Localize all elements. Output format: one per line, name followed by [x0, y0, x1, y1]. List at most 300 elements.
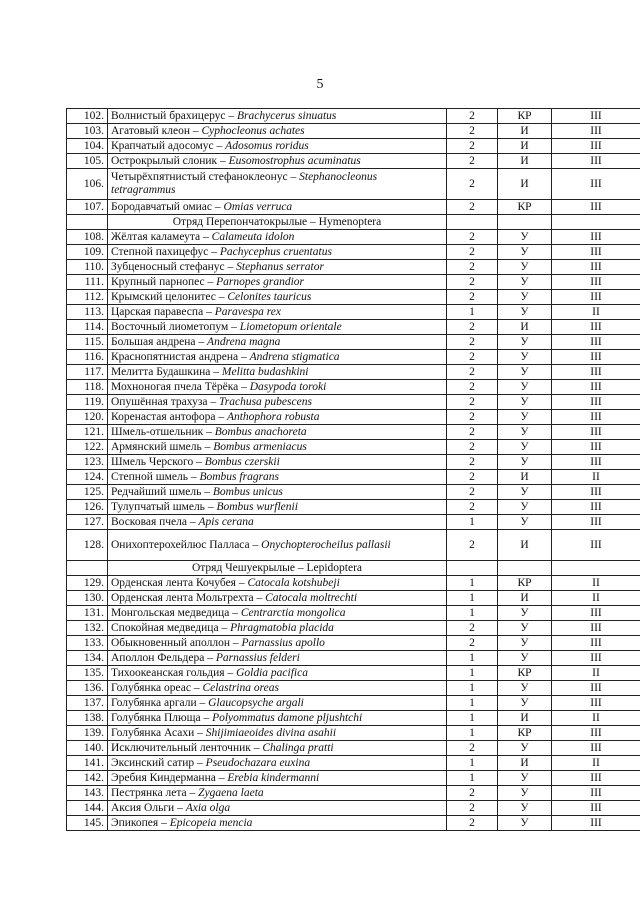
priority-cell: III: [552, 786, 640, 801]
species-russian-name: Эксинский сатир: [111, 756, 195, 769]
status-cell: КР: [498, 666, 552, 681]
priority-cell: III: [552, 290, 640, 305]
name-separator: –: [208, 245, 220, 258]
order-header: Отряд Перепончатокрылые – Hymenoptera: [108, 215, 447, 230]
status-cell: И: [498, 591, 552, 606]
species-name-cell: [108, 786, 447, 801]
row-number: 111.: [67, 275, 108, 290]
table-row: [67, 230, 640, 245]
status-cell: У: [498, 365, 552, 380]
species-latin-name: Bombus unicus: [212, 485, 283, 498]
species-latin-name: Eusomostrophus acuminatus: [228, 154, 361, 167]
species-name-cell: [108, 380, 447, 395]
status-cell: У: [498, 515, 552, 530]
species-name-cell: [108, 666, 447, 681]
species-russian-name: Крупный парнопес: [111, 275, 205, 288]
row-number: 132.: [67, 621, 108, 636]
species-latin-name: Onychopterocheilus pallasii: [261, 538, 391, 551]
priority-cell: III: [552, 275, 640, 290]
table-row: [67, 576, 640, 591]
name-separator: –: [238, 350, 250, 363]
priority-cell: III: [552, 636, 640, 651]
category-cell: 1: [447, 666, 498, 681]
status-cell: И: [498, 756, 552, 771]
status-cell: У: [498, 230, 552, 245]
empty-cell: [552, 561, 640, 576]
priority-cell: III: [552, 169, 640, 200]
table-row: [67, 245, 640, 260]
row-number: 103.: [67, 124, 108, 139]
species-latin-name: Brachycerus sinuatus: [237, 109, 337, 122]
table-row: [67, 154, 640, 169]
species-name-cell: [108, 275, 447, 290]
category-cell: 1: [447, 651, 498, 666]
table-row: [67, 485, 640, 500]
species-latin-name: Calameuta idolon: [211, 230, 295, 243]
row-number: 130.: [67, 591, 108, 606]
category-cell: 2: [447, 455, 498, 470]
category-cell: 2: [447, 365, 498, 380]
name-separator: –: [213, 139, 226, 152]
category-cell: 1: [447, 726, 498, 741]
priority-cell: III: [552, 245, 640, 260]
species-latin-name: Parnassius felderi: [215, 651, 300, 664]
row-number: 143.: [67, 786, 108, 801]
species-table: [66, 108, 640, 831]
name-separator: –: [287, 171, 300, 183]
name-separator: –: [224, 260, 237, 273]
status-cell: КР: [498, 726, 552, 741]
species-name-cell: [108, 455, 447, 470]
name-separator: –: [193, 455, 205, 468]
row-number: 144.: [67, 801, 108, 816]
priority-cell: III: [552, 260, 640, 275]
species-latin-name: Apis cerana: [198, 515, 254, 528]
category-cell: 1: [447, 305, 498, 320]
priority-cell: III: [552, 515, 640, 530]
name-separator: –: [250, 741, 263, 754]
status-cell: КР: [498, 576, 552, 591]
species-latin-name: Bombus czerskii: [204, 455, 280, 468]
priority-cell: III: [552, 425, 640, 440]
status-cell: У: [498, 801, 552, 816]
status-cell: У: [498, 335, 552, 350]
species-name-cell: [108, 726, 447, 741]
row-number: 128.: [67, 530, 108, 561]
category-cell: 2: [447, 260, 498, 275]
species-name-cell: [108, 801, 447, 816]
species-name-cell: [108, 440, 447, 455]
row-number: 142.: [67, 771, 108, 786]
species-russian-name: Эпикопея: [111, 816, 159, 829]
species-latin-name: Cyphocleonus achates: [201, 124, 305, 137]
species-latin-name: Axia olga: [185, 801, 231, 814]
status-cell: У: [498, 741, 552, 756]
species-name-cell: [108, 485, 447, 500]
species-latin-name: Parnassius apollo: [241, 636, 325, 649]
category-cell: 2: [447, 109, 498, 124]
name-separator: –: [215, 410, 227, 423]
name-separator: –: [212, 200, 224, 213]
table-row: [67, 591, 640, 606]
category-cell: 2: [447, 470, 498, 485]
priority-cell: III: [552, 530, 640, 561]
row-number: 110.: [67, 260, 108, 275]
row-number: 123.: [67, 455, 108, 470]
row-number: 106.: [67, 169, 108, 200]
status-cell: У: [498, 260, 552, 275]
table-row: [67, 756, 640, 771]
species-russian-name: Жёлтая каламеута: [111, 230, 201, 243]
category-cell: 2: [447, 335, 498, 350]
priority-cell: III: [552, 696, 640, 711]
category-cell: 2: [447, 245, 498, 260]
status-cell: У: [498, 455, 552, 470]
table-row: [67, 771, 640, 786]
priority-cell: II: [552, 591, 640, 606]
row-number: 125.: [67, 485, 108, 500]
priority-cell: III: [552, 741, 640, 756]
row-number: 126.: [67, 500, 108, 515]
empty-cell: [447, 215, 498, 230]
name-separator: –: [203, 305, 215, 318]
table-row: [67, 470, 640, 485]
name-separator: –: [230, 636, 242, 649]
category-cell: 2: [447, 380, 498, 395]
species-name-cell: [108, 515, 447, 530]
category-cell: 2: [447, 530, 498, 561]
category-cell: 2: [447, 500, 498, 515]
row-number: 139.: [67, 726, 108, 741]
status-cell: И: [498, 154, 552, 169]
name-separator: –: [187, 515, 199, 528]
species-russian-name: Онихоптерохейлюс Палласа: [111, 538, 250, 551]
status-cell: У: [498, 380, 552, 395]
species-name-cell: [108, 395, 447, 410]
order-header-row: [67, 215, 640, 230]
row-number: 116.: [67, 350, 108, 365]
species-latin-name: Zygaena laeta: [198, 786, 264, 799]
name-separator: –: [235, 576, 248, 589]
species-name-cell: [108, 696, 447, 711]
species-name-cell: [108, 500, 447, 515]
status-cell: У: [498, 500, 552, 515]
priority-cell: III: [552, 124, 640, 139]
priority-cell: II: [552, 711, 640, 726]
status-cell: И: [498, 470, 552, 485]
empty-cell: [498, 215, 552, 230]
species-name-cell: [108, 651, 447, 666]
species-latin-name: Liometopum orientale: [239, 320, 342, 333]
category-cell: 2: [447, 169, 498, 200]
species-russian-name: Аполлон Фельдера: [111, 651, 205, 664]
species-name-cell: [108, 154, 447, 169]
table-row: [67, 515, 640, 530]
table-row: [67, 726, 640, 741]
status-cell: У: [498, 395, 552, 410]
species-russian-name: Коренастая антофора: [111, 410, 216, 423]
name-separator: –: [201, 485, 213, 498]
species-russian-name: Царская паравеспа: [111, 305, 204, 318]
table-row: [67, 711, 640, 726]
priority-cell: II: [552, 756, 640, 771]
name-separator: –: [218, 621, 231, 634]
name-separator: –: [225, 109, 238, 122]
empty-cell: [447, 561, 498, 576]
row-number: 105.: [67, 154, 108, 169]
species-russian-name: Восточный лиометопум: [111, 320, 229, 333]
name-separator: –: [189, 124, 202, 137]
species-name-cell: [108, 410, 447, 425]
status-cell: У: [498, 350, 552, 365]
table-row: [67, 320, 640, 335]
priority-cell: III: [552, 350, 640, 365]
species-name-cell: [108, 124, 447, 139]
table-row: [67, 275, 640, 290]
status-cell: У: [498, 606, 552, 621]
species-russian-name: Спокойная медведица: [111, 621, 219, 634]
name-separator: –: [174, 801, 186, 814]
name-separator: –: [158, 816, 170, 829]
species-name-cell: [108, 470, 447, 485]
status-cell: И: [498, 711, 552, 726]
order-header: Отряд Чешуекрылые – Lepidoptera: [108, 561, 447, 576]
name-separator: –: [200, 230, 212, 243]
species-latin-name: Paravespa rex: [214, 305, 282, 318]
species-latin-name: Omias verruca: [223, 200, 293, 213]
status-cell: И: [498, 169, 552, 200]
row-number: 121.: [67, 425, 108, 440]
status-cell: У: [498, 410, 552, 425]
row-number: 129.: [67, 576, 108, 591]
species-name-cell: [108, 816, 447, 831]
name-separator: –: [204, 500, 217, 513]
name-separator: –: [215, 290, 228, 303]
category-cell: 2: [447, 816, 498, 831]
table-row: [67, 260, 640, 275]
priority-cell: III: [552, 455, 640, 470]
table-row: [67, 290, 640, 305]
row-number: 141.: [67, 756, 108, 771]
row-number: 127.: [67, 515, 108, 530]
species-russian-name: Тулупчатый шмель: [111, 500, 205, 513]
species-latin-name: Andrena magna: [207, 335, 281, 348]
species-russian-name: Обыкновенный аполлон: [111, 636, 230, 649]
status-cell: У: [498, 440, 552, 455]
status-cell: У: [498, 651, 552, 666]
species-latin-name: Dasypoda toroki: [249, 380, 327, 393]
species-name-cell: [108, 681, 447, 696]
row-number: 115.: [67, 335, 108, 350]
priority-cell: III: [552, 485, 640, 500]
species-latin-name: Parnopes grandior: [216, 275, 305, 288]
priority-cell: III: [552, 606, 640, 621]
species-latin-name: Epicopeia mencia: [169, 816, 253, 829]
priority-cell: III: [552, 200, 640, 215]
row-number: 107.: [67, 200, 108, 215]
priority-cell: III: [552, 139, 640, 154]
priority-cell: II: [552, 576, 640, 591]
table-row: [67, 139, 640, 154]
category-cell: 1: [447, 576, 498, 591]
species-russian-name: Голубянка ореас: [111, 681, 191, 694]
name-separator: –: [207, 395, 219, 408]
status-cell: И: [498, 530, 552, 561]
name-separator: –: [204, 275, 217, 288]
species-latin-name: Stephanus serrator: [236, 260, 324, 273]
category-cell: 1: [447, 771, 498, 786]
species-name-cell: [108, 335, 447, 350]
priority-cell: III: [552, 154, 640, 169]
priority-cell: III: [552, 365, 640, 380]
table-row: [67, 666, 640, 681]
empty-cell: [67, 561, 108, 576]
species-russian-name: Крымский целонитес: [111, 290, 216, 303]
status-cell: И: [498, 320, 552, 335]
category-cell: 2: [447, 741, 498, 756]
table-row: [67, 681, 640, 696]
table-row: [67, 440, 640, 455]
species-russian-name: Острокрылый слоник: [111, 154, 218, 167]
species-name-cell: [108, 636, 447, 651]
category-cell: 1: [447, 515, 498, 530]
species-latin-name: Adosomus roridus: [225, 139, 309, 152]
table-row: [67, 801, 640, 816]
species-russian-name: Краснопятнистая андрена: [111, 350, 239, 363]
priority-cell: III: [552, 380, 640, 395]
priority-cell: III: [552, 109, 640, 124]
species-russian-name: Мохноногая пчела Тёрёка: [111, 380, 239, 393]
name-separator: –: [215, 771, 228, 784]
name-separator: –: [228, 320, 240, 333]
priority-cell: II: [552, 666, 640, 681]
category-cell: 1: [447, 591, 498, 606]
species-russian-name: Орденская лента Кочубея: [111, 576, 236, 589]
status-cell: И: [498, 139, 552, 154]
species-name-cell: [108, 530, 447, 561]
species-name-cell: [108, 591, 447, 606]
status-cell: У: [498, 816, 552, 831]
row-number: 113.: [67, 305, 108, 320]
species-russian-name: Шмель-отшельник: [111, 425, 204, 438]
species-latin-name: Goldia pacifica: [236, 666, 308, 679]
species-russian-name: Большая андрена: [111, 335, 196, 348]
name-separator: –: [203, 425, 215, 438]
species-latin-name: Celastrina oreas: [202, 681, 280, 694]
species-name-cell: [108, 365, 447, 380]
table-row: [67, 696, 640, 711]
category-cell: 2: [447, 440, 498, 455]
row-number: 138.: [67, 711, 108, 726]
category-cell: 2: [447, 636, 498, 651]
empty-cell: [67, 215, 108, 230]
category-cell: 2: [447, 395, 498, 410]
species-name-cell: [108, 230, 447, 245]
row-number: 133.: [67, 636, 108, 651]
species-russian-name: Пестрянка лета: [111, 786, 187, 799]
species-latin-name: Erebia kindermanni: [227, 771, 320, 784]
species-russian-name: Мелитта Будашкина: [111, 365, 211, 378]
page-number: 5: [316, 77, 324, 92]
priority-cell: III: [552, 621, 640, 636]
row-number: 102.: [67, 109, 108, 124]
category-cell: 1: [447, 756, 498, 771]
species-russian-name: Степной шмель: [111, 470, 188, 483]
table-row: [67, 530, 640, 561]
row-number: 109.: [67, 245, 108, 260]
species-latin-name: Bombus anachoreta: [214, 425, 307, 438]
species-russian-name: Редчайший шмель: [111, 485, 202, 498]
category-cell: 2: [447, 320, 498, 335]
species-russian-name: Опушённая трахуза: [111, 395, 208, 408]
table-row: [67, 500, 640, 515]
order-header-row: [67, 561, 640, 576]
priority-cell: III: [552, 801, 640, 816]
priority-cell: II: [552, 305, 640, 320]
category-cell: 1: [447, 711, 498, 726]
category-cell: 2: [447, 124, 498, 139]
name-separator: –: [217, 154, 229, 167]
table-row: [67, 109, 640, 124]
species-latin-name: Bombus wurflenii: [216, 500, 298, 513]
species-latin-name: Bombus fragrans: [199, 470, 280, 483]
table-row: [67, 425, 640, 440]
species-name-cell: [108, 771, 447, 786]
empty-cell: [552, 215, 640, 230]
category-cell: 2: [447, 485, 498, 500]
priority-cell: III: [552, 500, 640, 515]
priority-cell: III: [552, 681, 640, 696]
species-latin-name: Centrarctia mongolica: [240, 606, 346, 619]
species-latin-name: Pseudochazara euxina: [205, 756, 311, 769]
table-row: [67, 410, 640, 425]
status-cell: У: [498, 305, 552, 320]
species-latin-name: Glaucopsyche argali: [208, 696, 304, 709]
status-cell: КР: [498, 109, 552, 124]
name-separator: –: [196, 696, 209, 709]
species-name-cell: [108, 139, 447, 154]
priority-cell: III: [552, 651, 640, 666]
category-cell: 1: [447, 606, 498, 621]
table-row: [67, 455, 640, 470]
status-cell: КР: [498, 200, 552, 215]
priority-cell: II: [552, 470, 640, 485]
species-russian-name: Голубянка Асахи: [111, 726, 195, 739]
name-separator: –: [210, 365, 222, 378]
name-separator: –: [224, 666, 237, 679]
priority-cell: III: [552, 771, 640, 786]
name-separator: –: [186, 786, 199, 799]
species-latin-name: Trachusa pubescens: [218, 395, 312, 408]
species-name-cell: [108, 200, 447, 215]
name-separator: –: [187, 470, 200, 483]
species-russian-name: Голубянка аргали: [111, 696, 197, 709]
species-russian-name: Армянский шмель: [111, 440, 202, 453]
table-row: [67, 124, 640, 139]
status-cell: И: [498, 124, 552, 139]
species-latin-name: Shijimiaeoides divina asahii: [205, 726, 337, 739]
status-cell: У: [498, 245, 552, 260]
species-russian-name: Исключительный ленточник: [111, 741, 251, 754]
species-russian-name: Степной пахицефус: [111, 245, 209, 258]
species-name-cell: [108, 711, 447, 726]
table-row: [67, 741, 640, 756]
species-russian-name: Агатовый клеон: [111, 124, 190, 137]
priority-cell: III: [552, 320, 640, 335]
species-name-cell: [108, 576, 447, 591]
species-latin-name: Pachycephus cruentatus: [219, 245, 332, 258]
row-number: 117.: [67, 365, 108, 380]
